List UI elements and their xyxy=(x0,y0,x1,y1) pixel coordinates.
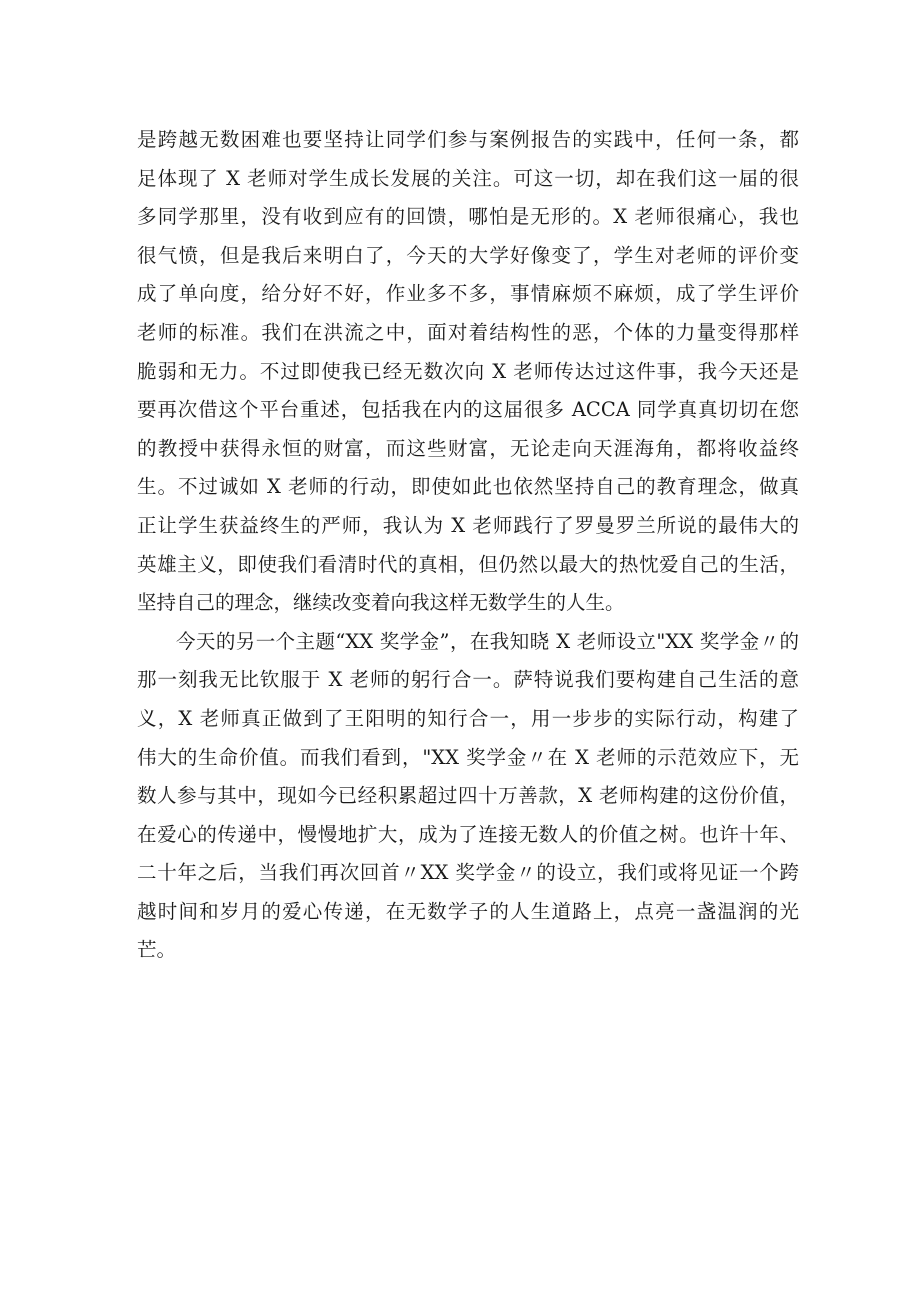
paragraph-line: 今天的另一个主题“XX 奖学金”，在我知晓 X 老师设立"XX 奖学金〃的 xyxy=(176,629,799,653)
paragraph-line: 正让学生获益终生的严师，我认为 X 老师践行了罗曼罗兰所说的最伟大的 xyxy=(137,513,799,537)
paragraph-line: 芒。 xyxy=(137,938,177,962)
paragraph-line: 多同学那里，没有收到应有的回馈，哪怕是无形的。X 老师很痛心，我也 xyxy=(137,205,799,229)
paragraph-line: 在爱心的传递中，慢慢地扩大，成为了连接无数人的价值之树。也许十年、 xyxy=(137,822,799,846)
paragraph-line: 老师的标准。我们在洪流之中，面对着结构性的恶，个体的力量变得那样 xyxy=(137,320,799,344)
paragraph-line: 成了单向度，给分好不好，作业多不多，事情麻烦不麻烦，成了学生评价 xyxy=(137,282,799,306)
paragraph-line: 二十年之后，当我们再次回首〃XX 奖学金〃的设立，我们或将见证一个跨 xyxy=(137,861,799,885)
paragraph-line: 那一刻我无比钦服于 X 老师的躬行合一。萨特说我们要构建自己生活的意 xyxy=(137,668,799,692)
paragraph-line: 是跨越无数困难也要坚持让同学们参与案例报告的实践中，任何一条，都 xyxy=(137,128,799,151)
paragraph-line: 很气愤，但是我后来明白了，今天的大学好像变了，学生对老师的评价变 xyxy=(137,243,799,267)
paragraph-line: 脆弱和无力。不过即使我已经无数次向 X 老师传达过这件事，我今天还是 xyxy=(137,359,799,383)
paragraph-2 xyxy=(137,623,799,970)
paragraph-line: 坚持自己的理念，继续改变着向我这样无数学生的人生。 xyxy=(137,591,625,615)
document-body xyxy=(137,121,799,970)
paragraph-line: 的教授中获得永恒的财富，而这些财富，无论走向天涯海角，都将收益终 xyxy=(137,436,799,460)
paragraph-line: 英雄主义，即使我们看清时代的真相，但仍然以最大的热忱爱自己的生活， xyxy=(137,552,799,576)
paragraph-line: 数人参与其中，现如今已经积累超过四十万善款，X 老师构建的这份价值， xyxy=(137,784,799,808)
paragraph-line: 义，X 老师真正做到了王阳明的知行合一，用一步步的实际行动，构建了 xyxy=(137,706,799,730)
paragraph-line: 伟大的生命价值。而我们看到，"XX 奖学金〃在 X 老师的示范效应下，无 xyxy=(137,745,799,769)
paragraph-line: 越时间和岁月的爱心传递，在无数学子的人生道路上，点亮一盏温润的光 xyxy=(137,899,799,923)
paragraph-line: 足体现了 X 老师对学生成长发展的关注。可这一切，却在我们这一届的很 xyxy=(137,166,799,190)
paragraph-1 xyxy=(137,121,799,623)
paragraph-line: 生。不过诚如 X 老师的行动，即使如此也依然坚持自己的教育理念，做真 xyxy=(137,475,799,499)
paragraph-line: 要再次借这个平台重述，包括我在内的这届很多 ACCA 同学真真切切在您 xyxy=(137,398,799,422)
